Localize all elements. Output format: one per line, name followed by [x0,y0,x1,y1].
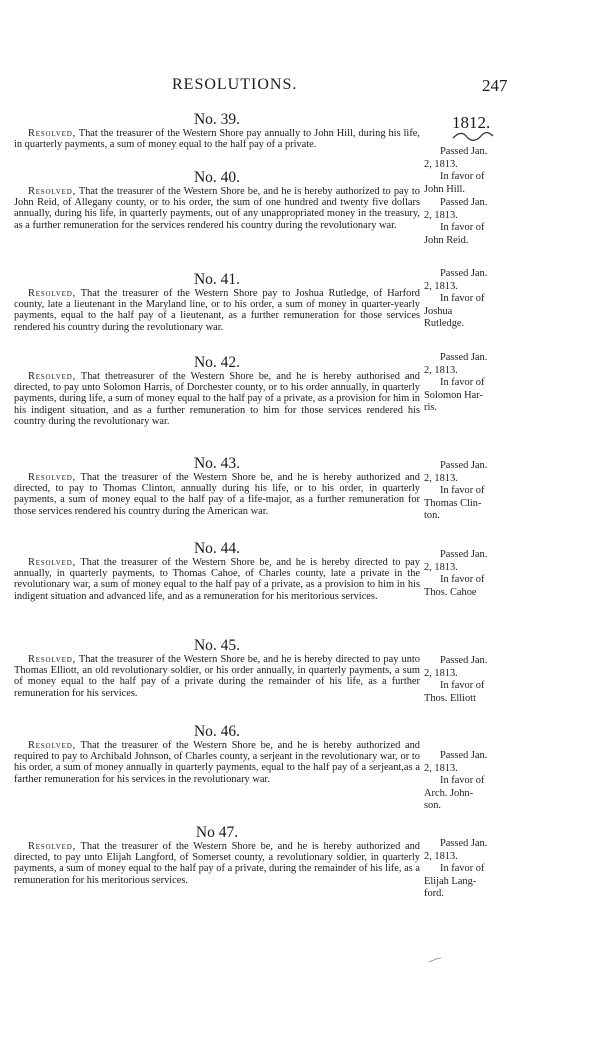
resolved-keyword: Resolved, [28,654,76,665]
resolution-body: That the treasurer of the Western Shore be, and he is hereby authorized to pay to John Reid, of Allegany county, or to his order, the sum of one hundred and twenty five dollars annually, during his life, in quarterly payments, out of any unappropriated money in the treasury, as a further remuneration for the services rendered his country during the revolutionary war. [14,186,420,231]
note-favor: In favor of [440,863,485,875]
margin-note-47 [424,838,514,901]
resolution-text [14,557,420,602]
resolution-number: No. 45. [193,637,241,654]
note-passed: Passed Jan. [440,197,488,208]
note-name: John Reid. [424,234,469,246]
note-date: 2, 1813. [424,667,458,679]
resolution-number: No. 44. [193,540,241,557]
note-passed: Passed Jan. [440,146,488,157]
margin-note-39 [424,146,514,196]
note-favor: In favor of [440,574,485,586]
note-date: 2, 1813. [424,561,458,573]
resolved-keyword: Resolved, [28,557,76,568]
resolution-text [14,740,420,785]
note-date: 2, 1813. [424,472,458,484]
resolution-number: No. 46. [193,723,241,740]
note-favor: In favor of [440,485,485,497]
resolution-body: That the treasurer of the Western Shore be, and he is hereby directed to pay unto Thomas Elliott, an old revolutionary soldier, or his order annually, in quarterly payments, a sum of money equal to the half pay of a private during the remainder of his life, as a further remuneration for his services. [14,654,420,699]
note-name: Thomas Clin- [424,497,482,509]
resolution-text [14,186,420,231]
margin-note-41 [424,268,514,331]
resolution-text [14,472,420,517]
note-name-cont: son. [424,800,442,812]
resolution-46 [14,723,420,785]
resolution-body: That the treasurer of the Western Shore be, and he is hereby authorized and required to pay to Archibald Johnson, of Charles county, a serjeant in the revolutionary war, or to his order, a sum of money annually in quarterly payments, equal to the half pay of a serjeant,as a farther remuneration for his services in the revolutionary war. [14,740,420,785]
margin-note-45 [424,655,514,705]
note-name: Solomon Har- [424,389,483,401]
note-passed: Passed Jan. [440,268,488,279]
margin-year: 1812. [452,113,491,132]
note-passed: Passed Jan. [440,352,488,363]
resolved-keyword: Resolved, [28,128,76,139]
margin-note-42 [424,352,514,415]
margin-note-40 [424,197,514,247]
note-date: 2, 1813. [424,850,458,862]
resolved-keyword: Resolved, [28,740,76,751]
resolution-number: No 47. [195,824,239,841]
resolution-body: That the treasurer of the Western Shore be, and he is hereby directed to pay annually, in quarterly payments, to Thomas Cahoe, of Charles county, late a private in the revolutionary war, a sum of money equal to the half pay of a private, as a provision to him in his indigent situation and advanced life, and as a remuneration for his meritorious services. [14,557,420,602]
resolution-number: No. 40. [193,169,241,186]
resolution-text [14,371,420,427]
resolved-keyword: Resolved, [28,371,76,382]
resolution-41 [14,271,420,333]
resolution-text [14,288,420,333]
note-name: Arch. John- [424,787,474,799]
note-passed: Passed Jan. [440,549,488,560]
resolution-body: That the treasurer of the Western Shore pay to Joshua Rutledge, of Harford county, late a lieutenant in the Maryland line, or to his order, a sum of money in quarter-yearly payments, equal to the half pay of a lieutenant, as a further remuneration for those services rendered his country during the revolutionary war. [14,288,420,333]
note-name: Elijah Lang- [424,875,477,887]
margin-note-44 [424,549,514,599]
resolution-body: That the treasurer of the Western Shore be, and he is hereby authorized and directed, to pay unto Elijah Langford, of Somerset county, a revolutionary soldier, in quarterly payments, a sum of money equal to the half pay of a private, during the remainder of his life, as a remuneration for his meritorious services. [14,841,420,886]
note-passed: Passed Jan. [440,838,488,849]
resolution-39 [14,111,420,150]
resolved-keyword: Resolved, [28,472,76,483]
resolution-text [14,654,420,699]
note-name-cont: Rutledge. [424,318,465,330]
note-favor: In favor of [440,775,485,787]
flourish-ornament [451,130,495,142]
note-name-cont: ford. [424,888,444,900]
note-date: 2, 1813. [424,762,458,774]
resolution-body: That the treasurer of the Western Shore pay annually to John Hill, during his life, in quarterly payments, a sum of money equal to the half pay of a private. [14,128,420,151]
note-name: Joshua [424,305,453,317]
resolution-number: No. 41. [193,271,241,288]
resolution-number: No. 42. [193,354,241,371]
note-passed: Passed Jan. [440,750,488,761]
note-favor: In favor of [440,222,485,234]
resolution-text [14,841,420,886]
margin-note-46 [424,750,514,813]
note-favor: In favor of [440,171,485,183]
resolved-keyword: Resolved, [28,288,76,299]
note-date: 2, 1813. [424,158,458,170]
note-name: Thos. Cahoe [424,586,477,598]
note-name-cont: ton. [424,510,440,522]
running-head [0,76,600,98]
margin-note-43 [424,460,514,523]
page-title: RESOLUTIONS. [172,76,298,93]
note-name: Thos. Elliott [424,692,476,704]
note-name-cont: ris. [424,402,437,414]
note-date: 2, 1813. [424,280,458,292]
note-favor: In favor of [440,293,485,305]
resolution-number: No. 43. [193,455,241,472]
note-favor: In favor of [440,680,485,692]
resolved-keyword: Resolved, [28,841,76,852]
note-passed: Passed Jan. [440,460,488,471]
page-number: 247 [482,76,508,95]
note-date: 2, 1813. [424,209,458,221]
resolution-40 [14,169,420,231]
note-passed: Passed Jan. [440,655,488,666]
resolution-43 [14,455,420,517]
resolution-body: That the treasurer of the Western Shore be, and he is hereby authorized and directed, to pay to Thomas Clinton, annually during his life, or to his order, in quarterly payments, a sum of money equal to the half pay of a fife-major, as a further remuneration for those services rendered his country during the American war. [14,472,420,517]
note-favor: In favor of [440,377,485,389]
resolved-keyword: Resolved, [28,186,76,197]
note-name: John Hill. [424,183,465,195]
resolution-number: No. 39. [193,111,241,128]
resolution-body: That thetreasurer of the Western Shore be, and he is hereby authorised and directed, to pay unto Solomon Harris, of Dorchester county, or to his order annually, in quarterly payments, during life, a sum of money equal to the half pay of a private, as a provision for him in his indigent situation, and as a further remuneration to him for those services rendered his country during the revolutionary war. [14,371,420,427]
resolution-42 [14,354,420,427]
resolution-44 [14,540,420,602]
resolution-45 [14,637,420,699]
resolution-text [14,128,420,150]
note-date: 2, 1813. [424,364,458,376]
ink-speck-icon [428,956,442,964]
resolution-47 [14,824,420,886]
